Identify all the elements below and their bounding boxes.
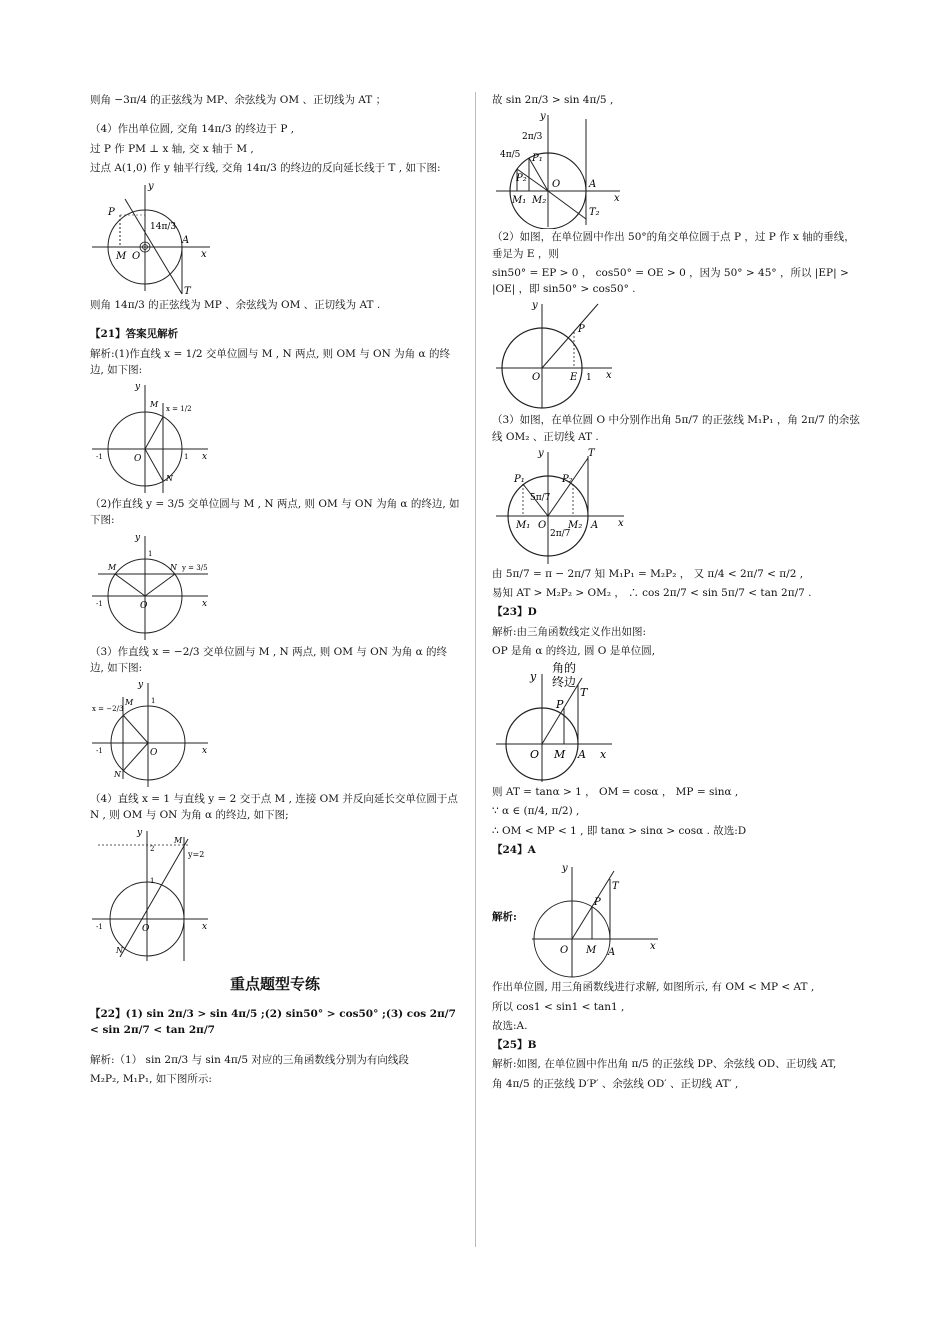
- label-angle: 14π/3: [150, 222, 177, 233]
- answer-25: 【25】B: [492, 1039, 537, 1052]
- right-column: [492, 92, 862, 1095]
- tick-1: 1: [148, 549, 153, 558]
- text-line: 作出单位圆, 用三角函数线进行求解, 如图所示, 有 OM < MP < AT ,: [492, 981, 815, 994]
- label-x: x: [614, 193, 620, 205]
- label-line: x = 1/2: [166, 405, 192, 414]
- text-line: 角 4π/5 的正弦线 D′P′ 、余弦线 OD′ 、正切线 AT′ ,: [492, 1077, 739, 1090]
- label-x: x: [650, 941, 656, 953]
- tick-1: 1: [150, 876, 155, 885]
- label-P: P: [578, 324, 585, 336]
- label-y: y: [148, 181, 154, 193]
- label-y: y: [138, 680, 144, 691]
- label-P: P: [594, 897, 601, 909]
- label-O: O: [140, 600, 148, 611]
- figure-50-degree: [492, 300, 622, 412]
- figure-x-minus-two-thirds: [90, 679, 220, 791]
- tick-minus-1: -1: [96, 922, 103, 931]
- label-angle-2pi7: 2π/7: [550, 528, 571, 539]
- text-line: sin50° = EP > 0 ， cos50° = OE > 0 ，因为 50° > 45° ，所以 |EP| > |OE| ，即 sin50° > cos50° .: [492, 266, 849, 296]
- figure-24-wrapper: [492, 861, 862, 979]
- column-divider: [475, 92, 476, 1247]
- tick-minus-1: -1: [96, 599, 103, 608]
- label-E: E: [570, 372, 578, 384]
- label-x: x: [201, 249, 207, 261]
- label-P2: P₂: [516, 173, 527, 185]
- label-x: x: [202, 921, 208, 932]
- text-line: ∵ α ∈ (π/4, π/2) ,: [492, 805, 580, 818]
- figure-unit-circle-14pi3: [90, 179, 220, 297]
- label-N: N: [170, 562, 177, 572]
- label-T: T: [588, 447, 595, 459]
- label-y: y: [538, 447, 544, 459]
- label-M1: M₁: [516, 519, 531, 531]
- question-22: 【22】(1) sin 2π/3 > sin 4π/5 ;(2) sin50° > cos50° ;(3) cos 2π/7 < sin 2π/7 < tan 2π/7: [90, 1007, 456, 1037]
- label-T: T: [612, 881, 619, 893]
- figure-sin-compare: [492, 111, 632, 229]
- text-line: 则角 −3π/4 的正弦线为 MP、余弦线为 OM 、正切线为 AT ；: [90, 94, 387, 106]
- label-y: y: [135, 532, 141, 543]
- figure-x-half: [90, 381, 220, 496]
- label-angle-2pi3: 2π/3: [522, 132, 543, 143]
- text-line: （3）作直线 x = −2/3 交单位圆与 M , N 两点, 则 OM 与 ON 为角 α 的终边, 如下图:: [90, 645, 448, 674]
- label-O: O: [538, 519, 547, 531]
- label-P1: P₁: [532, 153, 543, 165]
- figure-23: [492, 662, 622, 784]
- label-T: T: [184, 286, 191, 298]
- label-A: A: [608, 947, 616, 959]
- tick-1: 1: [151, 697, 156, 706]
- figure-2pi7: [492, 448, 632, 566]
- text-line: 则角 14π/3 的正弦线为 MP 、余弦线为 OM 、正切线为 AT .: [90, 299, 381, 312]
- label-M: M: [108, 562, 117, 572]
- label-y: y: [562, 863, 568, 875]
- label-y: y: [530, 670, 537, 684]
- label-O: O: [150, 748, 158, 759]
- label-M: M: [125, 698, 134, 708]
- tick-minus-1: -1: [96, 747, 103, 756]
- label-M: M: [116, 251, 127, 263]
- label-x: x: [600, 748, 607, 762]
- label-M: M: [174, 835, 183, 845]
- text-line: 故选:A.: [492, 1019, 528, 1032]
- label-A: A: [182, 235, 190, 247]
- label-P1: P₁: [514, 473, 525, 485]
- label-M: M: [150, 400, 159, 410]
- label-line: y = 3/5: [182, 563, 208, 572]
- tick-1: 1: [184, 453, 189, 462]
- label-T2: T₂: [589, 207, 600, 219]
- left-column: [90, 92, 460, 1090]
- label-P: P: [556, 698, 564, 712]
- text-line: 所以 cos1 < sin1 < tan1 ,: [492, 1000, 625, 1013]
- label-O: O: [552, 179, 561, 191]
- label-x: x: [606, 370, 612, 382]
- label-P: P: [108, 207, 115, 219]
- text-line: ∴ OM < MP < 1 , 即 tanα > sinα > cosα . 故选:D: [492, 824, 747, 837]
- label-y: y: [137, 827, 143, 838]
- label-line: x = −2/3: [92, 705, 124, 714]
- label-M: M: [554, 748, 566, 762]
- text-line: 易知 AT > M₂P₂ > OM₂ ， ∴ cos 2π/7 < sin 5π/7 < tan 2π/7 .: [492, 587, 812, 600]
- label-x: x: [202, 452, 208, 463]
- label-angle-5pi7: 5π/7: [530, 492, 551, 503]
- answer-21: 【21】答案见解析: [90, 328, 179, 341]
- text-line: M₂P₂, M₁P₁, 如下图所示:: [90, 1072, 212, 1085]
- label-O: O: [134, 454, 142, 465]
- label-x: x: [202, 598, 208, 609]
- answer-23: 【23】D: [492, 606, 537, 619]
- tick-1: 1: [586, 373, 592, 384]
- text-line: 由 5π/7 = π − 2π/7 知 M₁P₁ = M₂P₂ ， 又 π/4 < 2π/7 < π/2 ,: [492, 567, 804, 580]
- label-x: x: [202, 746, 208, 757]
- label-M1: M₁: [512, 195, 527, 207]
- text-line: （2）如图，在单位圆中作出 50°的角交单位圆于点 P ，过 P 作 x 轴的垂线，垂足为 E ，则: [492, 231, 855, 260]
- label-O: O: [560, 945, 569, 957]
- label-M2: M₂: [532, 195, 547, 207]
- tick-minus-1: -1: [96, 453, 103, 462]
- text-line: 解析:（1） sin 2π/3 与 sin 4π/5 对应的三角函数线分别为有向线段: [90, 1053, 409, 1066]
- label-P2: P₂: [562, 473, 573, 485]
- label-O: O: [530, 748, 540, 762]
- label-N: N: [114, 770, 121, 780]
- label-N: N: [166, 474, 173, 484]
- text-line: （4）直线 x = 1 与直线 y = 2 交于点 M , 连接 OM 并反向延长交单位圆于点 N , 则 OM 与 ON 为角 α 的终边, 如下图;: [90, 793, 458, 822]
- text-line: （3）如图，在单位圆 O 中分别作出角 5π/7 的正弦线 M₁P₁ ，角 2π/7 的余弦线 OM₂ 、正切线 AT .: [492, 414, 860, 443]
- text-line: 过 P 作 PM ⊥ x 轴, 交 x 轴于 M ,: [90, 142, 254, 155]
- label-A: A: [578, 748, 586, 762]
- figure-line-y-2: [90, 827, 220, 965]
- text-line: 故 sin 2π/3 > sin 4π/5 ,: [492, 94, 614, 106]
- text-line: 解析:(1)作直线 x = 1/2 交单位圆与 M , N 两点, 则 OM 与 ON 为角 α 的终边, 如下图:: [90, 347, 450, 376]
- text-line: 过点 A(1,0) 作 y 轴平行线, 交角 14π/3 的终边的反向延长线于 T , 如下图:: [90, 161, 441, 174]
- label-N: N: [116, 945, 123, 955]
- text-line: 则 AT = tanα > 1 ， OM = cosα ， MP = sinα ,: [492, 786, 739, 799]
- figure-y-three-fifths: [90, 532, 220, 644]
- tick-2: 2: [150, 844, 155, 853]
- analysis-label: 解析:: [492, 911, 517, 924]
- label-terminal-1: 角的: [552, 662, 577, 676]
- label-y: y: [540, 111, 546, 123]
- text-line: OP 是角 α 的终边, 圆 O 是单位圆,: [492, 644, 656, 657]
- text-line: 解析:由三角函数线定义作出如图:: [492, 625, 647, 638]
- text-line: （4）作出单位圆, 交角 14π/3 的终边于 P ,: [90, 123, 295, 136]
- label-O: O: [532, 372, 541, 384]
- label-M: M: [586, 945, 597, 957]
- label-terminal-2: 终边: [552, 675, 577, 690]
- text-line: （2)作直线 y = 3/5 交单位圆与 M , N 两点, 则 OM 与 ON 为角 α 的终边, 如下图:: [90, 498, 460, 527]
- figure-24: [528, 861, 668, 979]
- label-y: y: [532, 300, 538, 312]
- answer-24: 【24】A: [492, 843, 536, 856]
- label-A: A: [591, 519, 599, 531]
- section-title: 重点题型专练: [229, 974, 320, 993]
- label-angle-4pi5: 4π/5: [500, 150, 521, 161]
- label-A: A: [589, 179, 597, 191]
- label-y: y: [135, 382, 141, 393]
- label-x: x: [618, 517, 624, 529]
- text-line: 解析:如图, 在单位圆中作出角 π/5 的正弦线 DP、余弦线 OD、正切线 AT,: [492, 1058, 837, 1071]
- label-O: O: [142, 923, 150, 934]
- label-T: T: [580, 686, 588, 700]
- label-M2: M₂: [568, 519, 583, 531]
- label-O: O: [132, 251, 141, 263]
- label-line: y=2: [188, 849, 205, 859]
